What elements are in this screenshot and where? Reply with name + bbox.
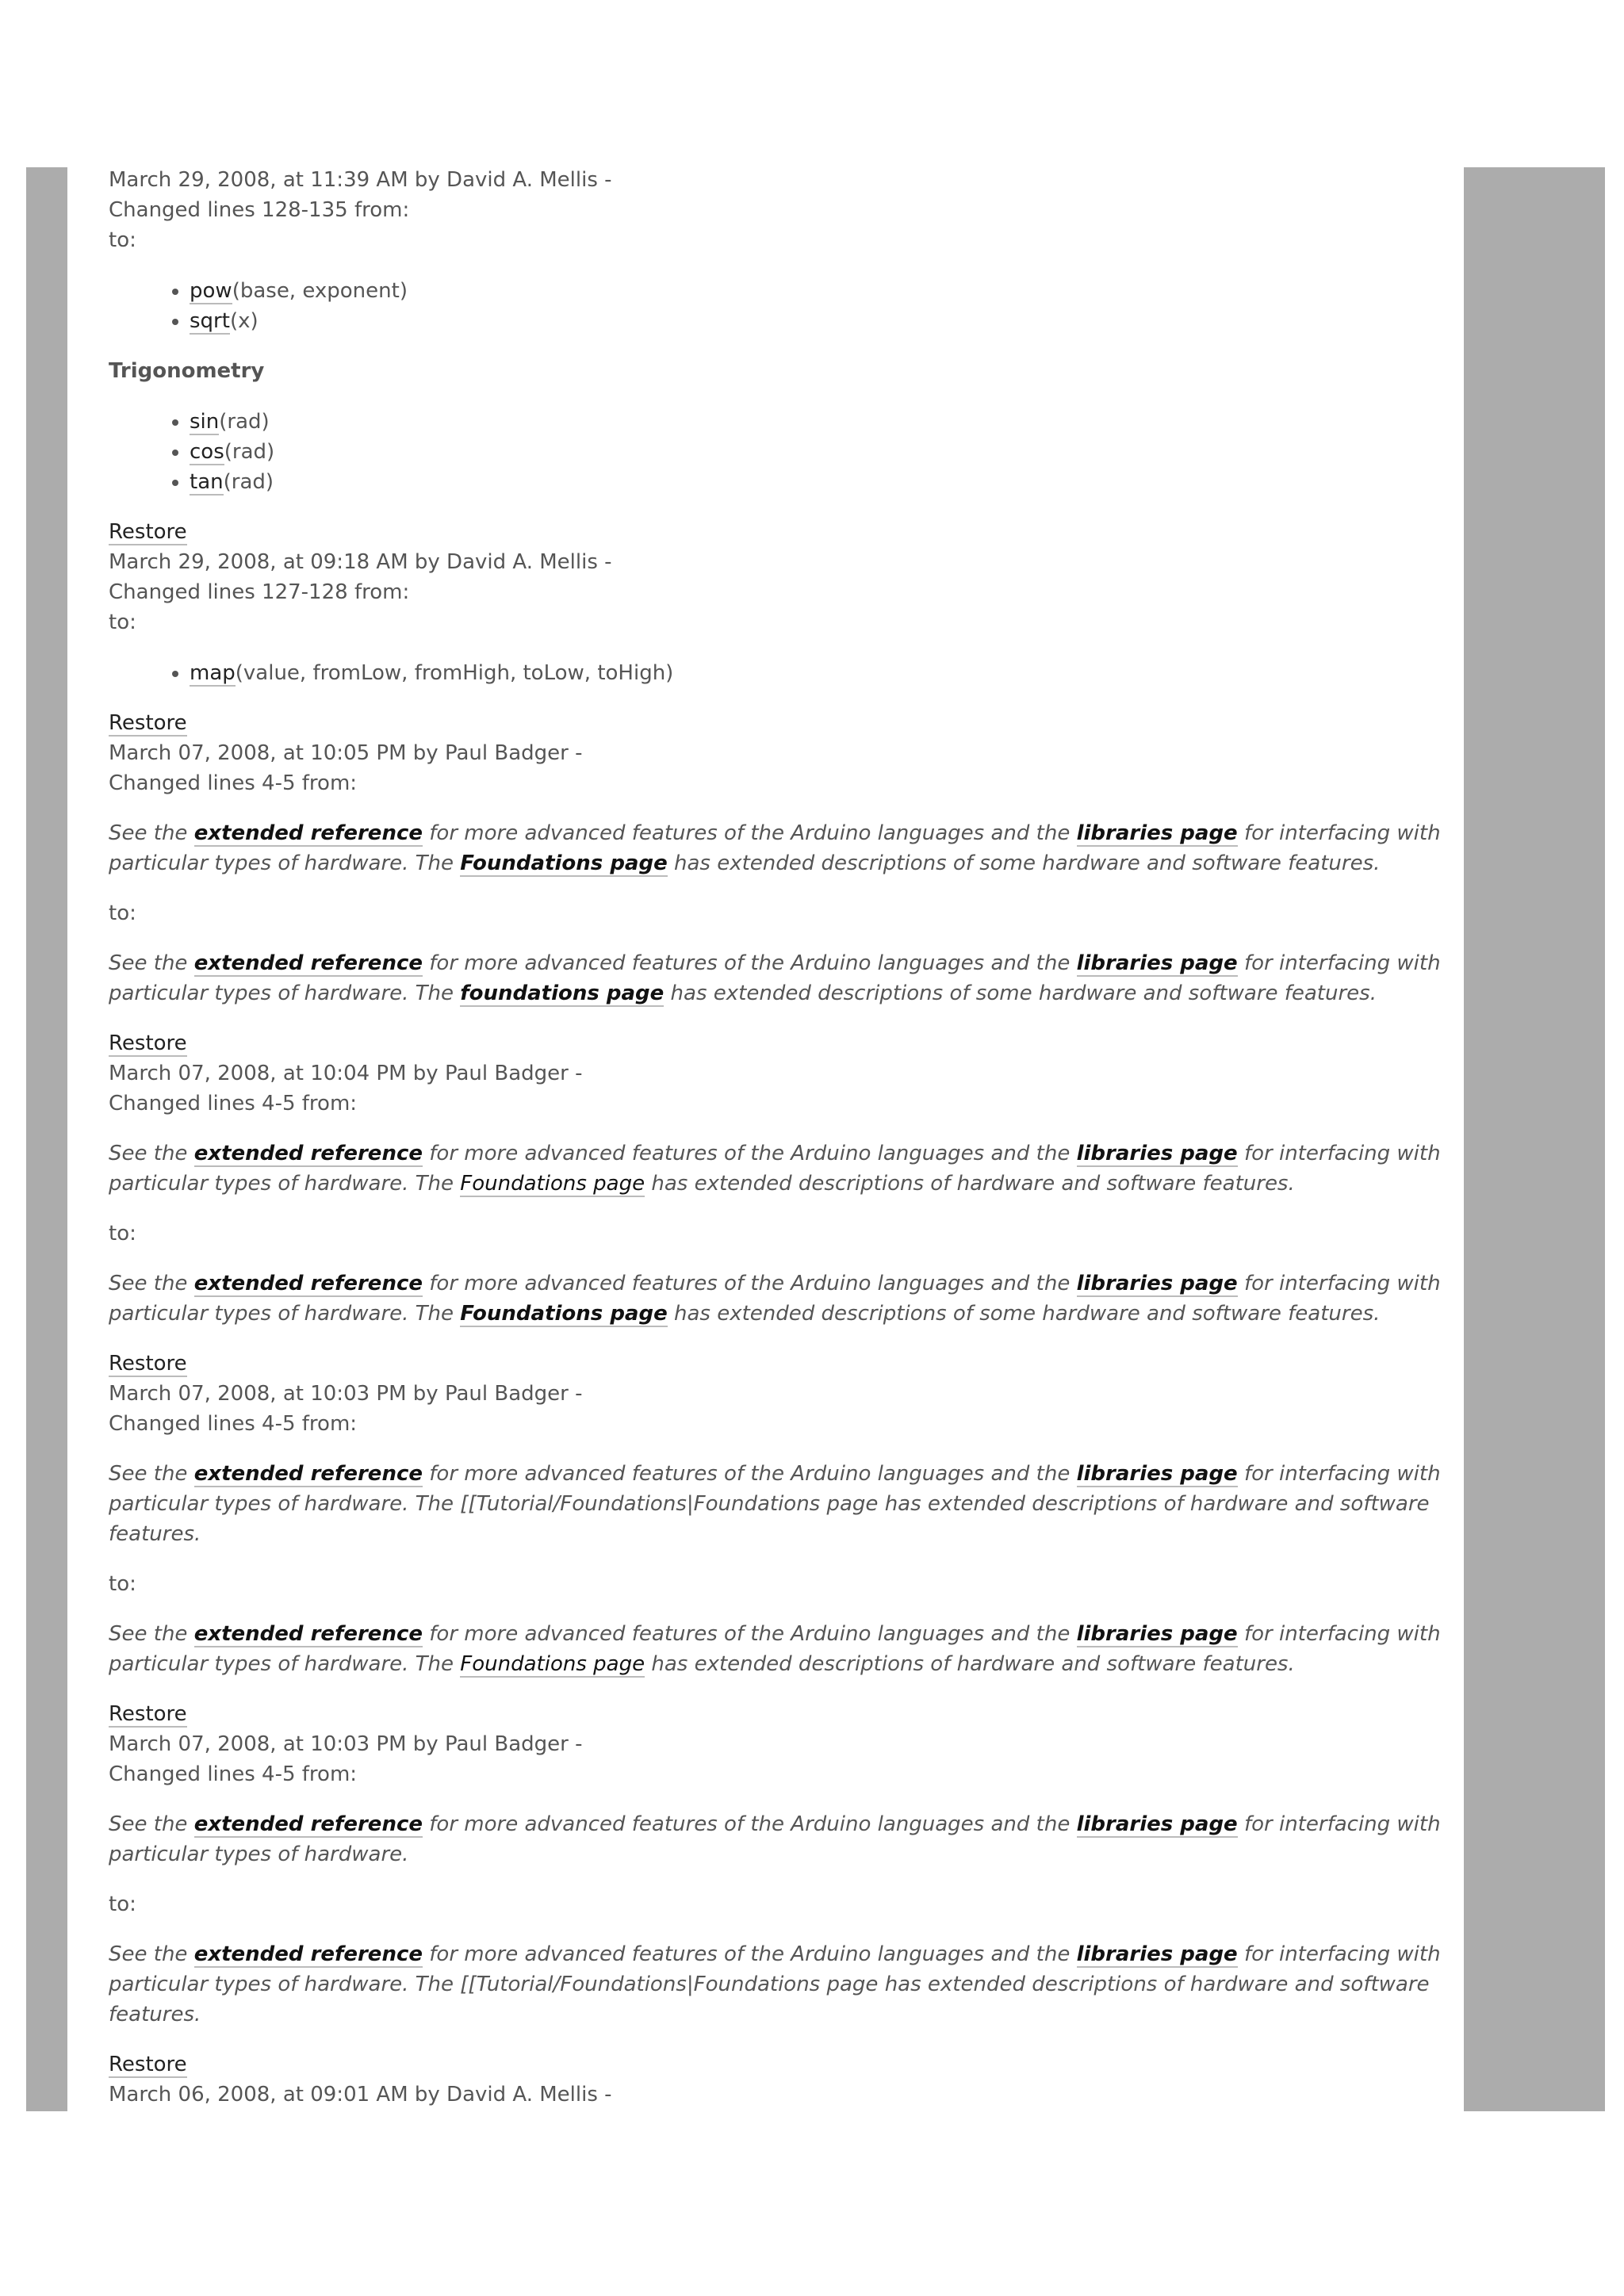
foundations-page-link[interactable]: foundations page	[460, 982, 665, 1005]
function-list	[109, 276, 1441, 336]
changed-lines: Changed lines 4-5 from:	[109, 771, 358, 795]
list-item	[190, 437, 1441, 467]
to-label: to:	[109, 1572, 136, 1596]
list-item	[190, 276, 1441, 306]
restore-link[interactable]: Restore	[109, 520, 187, 544]
sin-link[interactable]: sin	[190, 410, 220, 434]
page-history-content	[109, 165, 1441, 2110]
list-item	[190, 407, 1441, 437]
revision-meta: March 07, 2008, at 10:03 PM by Paul Badger -	[109, 1732, 583, 1756]
to-label: to:	[109, 1892, 136, 1916]
changed-lines: Changed lines 4-5 from:	[109, 1412, 358, 1436]
diff-to-text: See the extended reference for more advanced features of the Arduino languages and the libraries page for interfacing with particular types of hardware. The Foundations page has extended descriptions of some hardware and software features.	[109, 1272, 1441, 1326]
tan-link[interactable]: tan	[190, 470, 224, 494]
libraries-page-link[interactable]: libraries page	[1076, 951, 1238, 975]
extended-reference-link[interactable]: extended reference	[193, 821, 423, 845]
to-label: to:	[109, 610, 136, 634]
revision-meta: March 29, 2008, at 09:18 AM by David A. Mellis -	[109, 550, 612, 574]
revision-meta: March 07, 2008, at 10:04 PM by Paul Badger -	[109, 1062, 583, 1085]
restore-link[interactable]: Restore	[109, 1031, 187, 1055]
trigonometry-heading: Trigonometry	[109, 359, 265, 383]
function-list	[109, 407, 1441, 497]
restore-link[interactable]: Restore	[109, 1352, 187, 1376]
to-label: to:	[109, 228, 136, 252]
revision-meta: March 07, 2008, at 10:05 PM by Paul Badger -	[109, 741, 583, 765]
changed-lines: Changed lines 128-135 from:	[109, 198, 410, 222]
list-item-args: (value, fromLow, fromHigh, toLow, toHigh)	[235, 661, 674, 685]
extended-reference-link[interactable]: extended reference	[193, 1142, 423, 1165]
function-list	[109, 658, 1441, 688]
changed-lines: Changed lines 4-5 from:	[109, 1092, 358, 1115]
list-item-args: (rad)	[224, 440, 275, 464]
extended-reference-link[interactable]: extended reference	[193, 1272, 423, 1295]
diff-from-text: See the extended reference for more advanced features of the Arduino languages and the libraries page for interfacing with particular types of hardware. The Foundations page has extended descriptions of some hardware and software features.	[109, 821, 1441, 875]
restore-link[interactable]: Restore	[109, 711, 187, 735]
libraries-page-link[interactable]: libraries page	[1076, 1812, 1238, 1836]
map-link[interactable]: map	[190, 661, 236, 685]
changed-lines: Changed lines 127-128 from:	[109, 580, 410, 604]
foundations-page-link[interactable]: Foundations page	[460, 1652, 645, 1676]
extended-reference-link[interactable]: extended reference	[193, 1622, 423, 1646]
revision-meta: March 07, 2008, at 10:03 PM by Paul Badger -	[109, 1382, 583, 1406]
extended-reference-link[interactable]: extended reference	[193, 1462, 423, 1486]
revision-meta: March 06, 2008, at 09:01 AM by David A. Mellis -	[109, 2083, 612, 2107]
list-item	[190, 658, 1441, 688]
extended-reference-link[interactable]: extended reference	[193, 1812, 423, 1836]
foundations-page-link[interactable]: Foundations page	[460, 1172, 645, 1196]
sqrt-link[interactable]: sqrt	[190, 309, 230, 333]
restore-link[interactable]: Restore	[109, 1702, 187, 1726]
list-item-args: (rad)	[219, 410, 270, 434]
list-item	[190, 467, 1441, 497]
libraries-page-link[interactable]: libraries page	[1076, 1272, 1238, 1295]
libraries-page-link[interactable]: libraries page	[1076, 1622, 1238, 1646]
to-label: to:	[109, 1222, 136, 1246]
revision-meta: March 29, 2008, at 11:39 AM by David A. Mellis -	[109, 168, 612, 192]
libraries-page-link[interactable]: libraries page	[1076, 1142, 1238, 1165]
diff-to-text: See the extended reference for more advanced features of the Arduino languages and the libraries page for interfacing with particular types of hardware. The [[Tutorial/Foundations|Foundations page has extended descriptions of hardware and software features.	[109, 1942, 1441, 2026]
cos-link[interactable]: cos	[190, 440, 224, 464]
to-label: to:	[109, 901, 136, 925]
libraries-page-link[interactable]: libraries page	[1076, 1942, 1238, 1966]
extended-reference-link[interactable]: extended reference	[193, 1942, 423, 1966]
left-sidebar-bar	[26, 167, 67, 2111]
extended-reference-link[interactable]: extended reference	[193, 951, 423, 975]
list-item-args: (rad)	[223, 470, 274, 494]
list-item	[190, 306, 1441, 336]
changed-lines: Changed lines 4-5 from:	[109, 1762, 358, 1786]
restore-link[interactable]: Restore	[109, 2053, 187, 2076]
foundations-page-link[interactable]: Foundations page	[460, 851, 668, 875]
diff-to-text: See the extended reference for more advanced features of the Arduino languages and the libraries page for interfacing with particular types of hardware. The Foundations page has extended descriptions of hardware and software features.	[109, 1622, 1441, 1676]
diff-from-text: See the extended reference for more advanced features of the Arduino languages and the libraries page for interfacing with particular types of hardware.	[109, 1812, 1441, 1866]
libraries-page-link[interactable]: libraries page	[1076, 1462, 1238, 1486]
diff-to-text: See the extended reference for more advanced features of the Arduino languages and the libraries page for interfacing with particular types of hardware. The foundations page has extended descriptions of some hardware and software features.	[109, 951, 1441, 1005]
list-item-args: (x)	[229, 309, 259, 333]
diff-from-text: See the extended reference for more advanced features of the Arduino languages and the libraries page for interfacing with particular types of hardware. The Foundations page has extended descriptions of hardware and software features.	[109, 1142, 1441, 1196]
list-item-args: (base, exponent)	[232, 279, 408, 303]
libraries-page-link[interactable]: libraries page	[1076, 821, 1238, 845]
right-sidebar-bar	[1464, 167, 1605, 2111]
diff-from-text: See the extended reference for more advanced features of the Arduino languages and the libraries page for interfacing with particular types of hardware. The [[Tutorial/Foundations|Foundations page has extended descriptions of hardware and software features.	[109, 1462, 1441, 1546]
foundations-page-link[interactable]: Foundations page	[460, 1302, 668, 1326]
pow-link[interactable]: pow	[190, 279, 232, 303]
